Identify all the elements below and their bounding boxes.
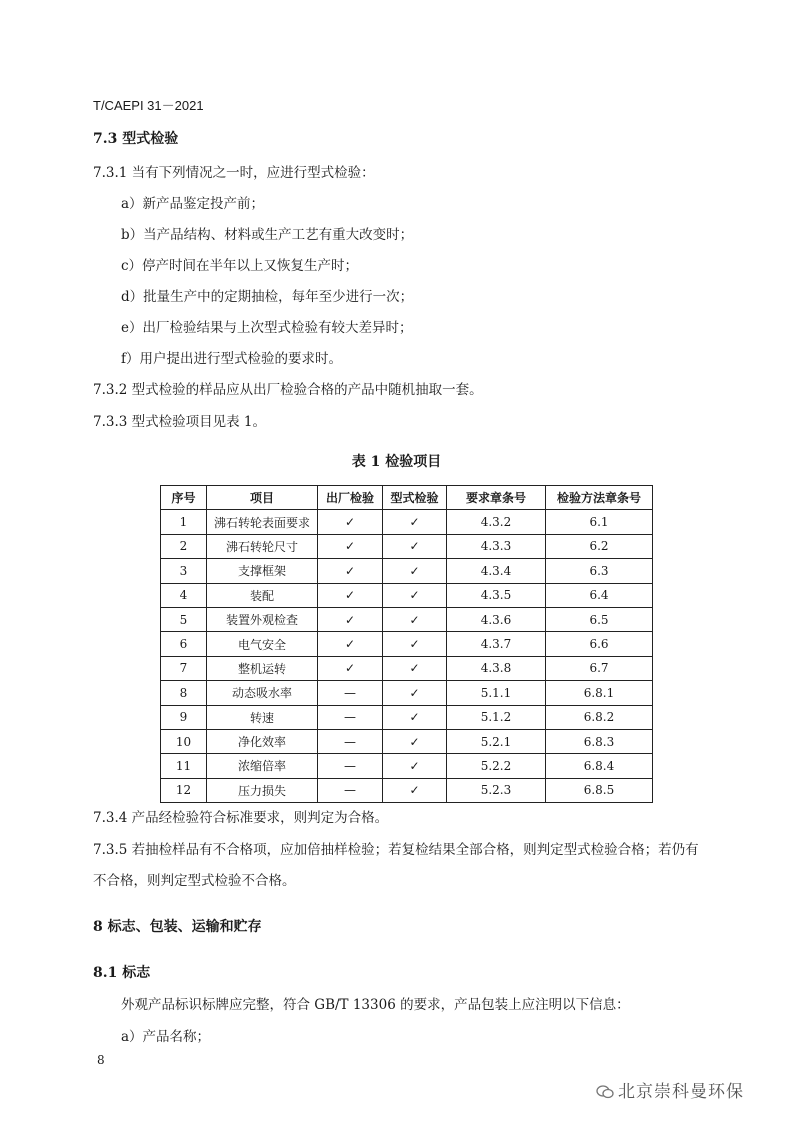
table-row — [161, 705, 653, 729]
cell-factory: ✓ — [318, 559, 383, 583]
cell-factory: — — [318, 778, 383, 802]
section-7-3-title: 7.3 型式检验 — [93, 131, 179, 147]
table-header-row — [161, 486, 653, 510]
list-item: a）产品名称； — [121, 1029, 211, 1045]
clause-8-1-text: 外观产品标识标牌应完整，符合 GB/T 13306 的要求，产品包装上应注明以下信息： — [121, 997, 630, 1013]
table-row — [161, 656, 653, 680]
cell-seq: 3 — [161, 559, 207, 583]
cell-seq: 10 — [161, 729, 207, 753]
cell-type: ✓ — [383, 559, 447, 583]
cell-requirement: 4.3.7 — [447, 632, 546, 656]
cell-requirement: 4.3.2 — [447, 510, 546, 534]
wechat-icon — [596, 1085, 614, 1099]
header-seq: 序号 — [161, 486, 207, 510]
cell-type: ✓ — [383, 632, 447, 656]
list-item: d）批量生产中的定期抽检，每年至少进行一次； — [121, 289, 414, 305]
clause-7-3-5-line1: 7.3.5 若抽检样品有不合格项，应加倍抽样检验；若复检结果全部合格，则判定型式检验合格；若仍有 — [93, 842, 699, 858]
section-8-title: 8 标志、包装、运输和贮存 — [93, 919, 262, 935]
cell-factory: — — [318, 754, 383, 778]
cell-method: 6.8.2 — [546, 705, 653, 729]
table-caption: 表 1 检验项目 — [351, 454, 442, 470]
table-row — [161, 534, 653, 558]
cell-requirement: 5.2.3 — [447, 778, 546, 802]
cell-factory: — — [318, 681, 383, 705]
watermark — [596, 1077, 744, 1102]
table-row — [161, 583, 653, 607]
cell-factory: ✓ — [318, 607, 383, 631]
header-item: 项目 — [207, 486, 318, 510]
cell-item: 装配 — [207, 583, 318, 607]
table-row — [161, 754, 653, 778]
cell-method: 6.4 — [546, 583, 653, 607]
clause-7-3-1: 7.3.1 当有下列情况之一时，应进行型式检验： — [93, 165, 375, 181]
inspection-table — [160, 485, 653, 803]
cell-type: ✓ — [383, 583, 447, 607]
cell-requirement: 4.3.5 — [447, 583, 546, 607]
cell-item: 电气安全 — [207, 632, 318, 656]
cell-factory: ✓ — [318, 534, 383, 558]
table-row — [161, 607, 653, 631]
cell-seq: 7 — [161, 656, 207, 680]
clause-7-3-4: 7.3.4 产品经检验符合标准要求，则判定为合格。 — [93, 810, 389, 826]
list-item: f）用户提出进行型式检验的要求时。 — [121, 351, 342, 367]
cell-item: 沸石转轮表面要求 — [207, 510, 318, 534]
cell-seq: 8 — [161, 681, 207, 705]
cell-item: 压力损失 — [207, 778, 318, 802]
cell-type: ✓ — [383, 681, 447, 705]
cell-seq: 2 — [161, 534, 207, 558]
cell-type: ✓ — [383, 607, 447, 631]
cell-method: 6.8.4 — [546, 754, 653, 778]
cell-requirement: 4.3.6 — [447, 607, 546, 631]
cell-type: ✓ — [383, 705, 447, 729]
cell-method: 6.5 — [546, 607, 653, 631]
cell-item: 装置外观检查 — [207, 607, 318, 631]
cell-requirement: 4.3.8 — [447, 656, 546, 680]
page-number: 8 — [97, 1053, 105, 1067]
cell-factory: — — [318, 729, 383, 753]
cell-method: 6.8.3 — [546, 729, 653, 753]
list-item: b）当产品结构、材料或生产工艺有重大改变时； — [121, 227, 414, 243]
table-row — [161, 681, 653, 705]
cell-requirement: 5.1.2 — [447, 705, 546, 729]
table-row — [161, 559, 653, 583]
cell-item: 沸石转轮尺寸 — [207, 534, 318, 558]
cell-method: 6.1 — [546, 510, 653, 534]
section-8-1-title: 8.1 标志 — [93, 965, 151, 981]
cell-factory: ✓ — [318, 583, 383, 607]
cell-method: 6.8.5 — [546, 778, 653, 802]
cell-requirement: 5.2.2 — [447, 754, 546, 778]
cell-factory: ✓ — [318, 632, 383, 656]
clause-7-3-2: 7.3.2 型式检验的样品应从出厂检验合格的产品中随机抽取一套。 — [93, 382, 483, 398]
cell-method: 6.7 — [546, 656, 653, 680]
cell-type: ✓ — [383, 534, 447, 558]
cell-item: 动态吸水率 — [207, 681, 318, 705]
cell-type: ✓ — [383, 510, 447, 534]
clause-7-3-5-line2: 不合格，则判定型式检验不合格。 — [93, 873, 296, 889]
list-item: c）停产时间在半年以上又恢复生产时； — [121, 258, 359, 274]
cell-item: 净化效率 — [207, 729, 318, 753]
table-row — [161, 778, 653, 802]
cell-seq: 9 — [161, 705, 207, 729]
cell-method: 6.8.1 — [546, 681, 653, 705]
cell-factory: ✓ — [318, 510, 383, 534]
list-item: a）新产品鉴定投产前； — [121, 196, 265, 212]
cell-seq: 12 — [161, 778, 207, 802]
cell-type: ✓ — [383, 656, 447, 680]
cell-item: 支撑框架 — [207, 559, 318, 583]
watermark-text: 北京崇科曼环保 — [618, 1082, 744, 1102]
cell-type: ✓ — [383, 778, 447, 802]
cell-method: 6.2 — [546, 534, 653, 558]
clause-7-3-3: 7.3.3 型式检验项目见表 1。 — [93, 414, 267, 430]
list-item: e）出厂检验结果与上次型式检验有较大差异时； — [121, 320, 413, 336]
cell-seq: 1 — [161, 510, 207, 534]
cell-requirement: 5.2.1 — [447, 729, 546, 753]
cell-seq: 6 — [161, 632, 207, 656]
header-method-clause: 检验方法章条号 — [546, 486, 653, 510]
cell-item: 整机运转 — [207, 656, 318, 680]
header-factory-inspection: 出厂检验 — [318, 486, 383, 510]
cell-type: ✓ — [383, 754, 447, 778]
cell-type: ✓ — [383, 729, 447, 753]
cell-item: 浓缩倍率 — [207, 754, 318, 778]
table-row — [161, 632, 653, 656]
cell-seq: 11 — [161, 754, 207, 778]
cell-item: 转速 — [207, 705, 318, 729]
header-requirement-clause: 要求章条号 — [447, 486, 546, 510]
standard-code: T/CAEPI 31－2021 — [93, 98, 204, 113]
cell-factory: ✓ — [318, 656, 383, 680]
header-type-inspection: 型式检验 — [383, 486, 447, 510]
cell-seq: 4 — [161, 583, 207, 607]
table-row — [161, 510, 653, 534]
table-row — [161, 729, 653, 753]
cell-requirement: 4.3.3 — [447, 534, 546, 558]
cell-requirement: 5.1.1 — [447, 681, 546, 705]
cell-seq: 5 — [161, 607, 207, 631]
cell-method: 6.3 — [546, 559, 653, 583]
cell-method: 6.6 — [546, 632, 653, 656]
cell-requirement: 4.3.4 — [447, 559, 546, 583]
cell-factory: — — [318, 705, 383, 729]
